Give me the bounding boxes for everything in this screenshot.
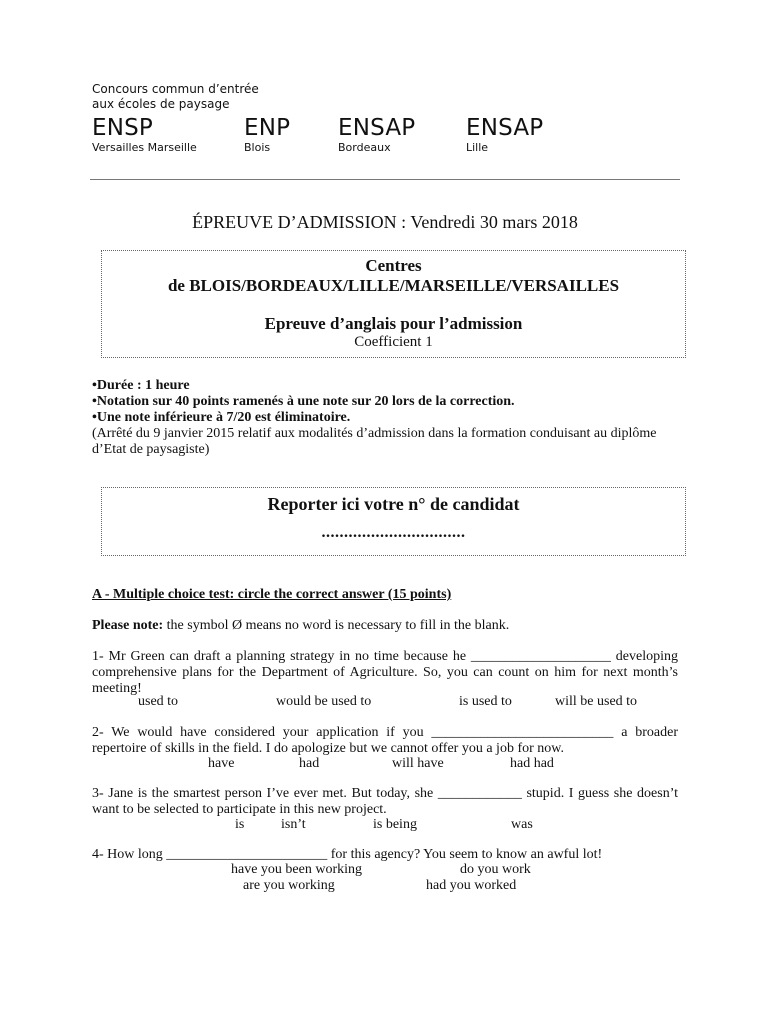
school-code: ENP [244,115,291,141]
q1-option[interactable]: will be used to [555,694,638,709]
q4-option[interactable]: do you work [460,862,531,877]
coefficient: Coefficient 1 [354,334,433,350]
question-3: 3- Jane is the smartest person I’ve ever met. But today, she ____________ stupid. I guess she doesn’t want to be selected to participate in this new project. [92,786,678,817]
candidate-number-box[interactable] [101,487,686,556]
school-ensp [92,115,197,154]
question-1: 1- Mr Green can draft a planning strategy in no time because he ____________________ developing comprehensive plans for the Department of Agriculture. So, you can count on him for next month’s meeting! [92,649,678,696]
q1-option[interactable]: used to [138,694,179,709]
rule-reference: (Arrêté du 9 janvier 2015 relatif aux modalités d’admission dans la formation conduisant au diplôme d’Etat de paysagiste) [92,426,657,457]
note-label: Please note: [92,618,164,633]
centres-line-2: de BLOIS/BORDEAUX/LILLE/MARSEILLE/VERSAILLES [167,276,620,295]
school-ensap-lille [466,115,543,154]
question-4: 4- How long _______________________ for this agency? You seem to know an awful lot! [92,847,603,862]
school-code: ENSAP [338,115,416,141]
q4-option[interactable]: are you working [243,878,335,893]
q3-option[interactable]: is being [373,817,417,832]
centres-line-1: Centres [365,256,422,275]
school-city: Lille [466,141,489,154]
rule-elimination: •Une note inférieure à 7/20 est éliminatoire. [92,410,351,425]
school-city: Bordeaux [338,141,391,154]
candidate-number-field[interactable]: ................................ [321,524,466,541]
q3-option[interactable]: was [511,817,533,832]
question-2: 2- We would have considered your application if you __________________________ a broader repertoire of skills in the field. I do apologize but we cannot offer you a job for now. [92,725,678,756]
rule-scoring: •Notation sur 40 points ramenés à une note sur 20 lors de la correction. [92,394,515,409]
school-ensap-bordeaux [338,115,415,154]
q1-option[interactable]: is used to [459,694,512,709]
q1-option[interactable]: would be used to [276,694,372,709]
candidate-number-label: Reporter ici votre n° de candidat [267,494,520,514]
q2-option[interactable]: will have [392,756,444,771]
header-line-1: Concours commun d’entrée [92,82,259,96]
rule-duration: •Durée : 1 heure [92,378,190,393]
q4-option[interactable]: have you been working [231,862,363,877]
note-text: the symbol Ø means no word is necessary to fill in the blank. [163,618,510,633]
school-city: Blois [244,141,271,154]
exam-subject: Epreuve d’anglais pour l’admission [264,314,523,333]
q3-option[interactable]: isn’t [281,817,306,832]
section-a-note [92,618,509,634]
q3-option[interactable]: is [235,817,245,832]
exam-header [92,82,259,112]
q4-option[interactable]: had you worked [426,878,517,893]
q2-option[interactable]: have [208,756,235,771]
exam-title: ÉPREUVE D’ADMISSION : Vendredi 30 mars 2018 [192,212,578,232]
centres-box [101,250,686,358]
q2-option[interactable]: had [299,756,320,771]
header-line-2: aux écoles de paysage [92,97,230,111]
header-divider [90,179,680,180]
exam-rules [92,378,692,458]
school-enp [244,115,290,154]
school-code: ENSAP [466,115,544,141]
section-a-heading: A - Multiple choice test: circle the correct answer (15 points) [92,587,452,602]
school-code: ENSP [92,115,154,141]
school-city: Versailles Marseille [92,141,197,154]
q2-option[interactable]: had had [510,756,554,771]
